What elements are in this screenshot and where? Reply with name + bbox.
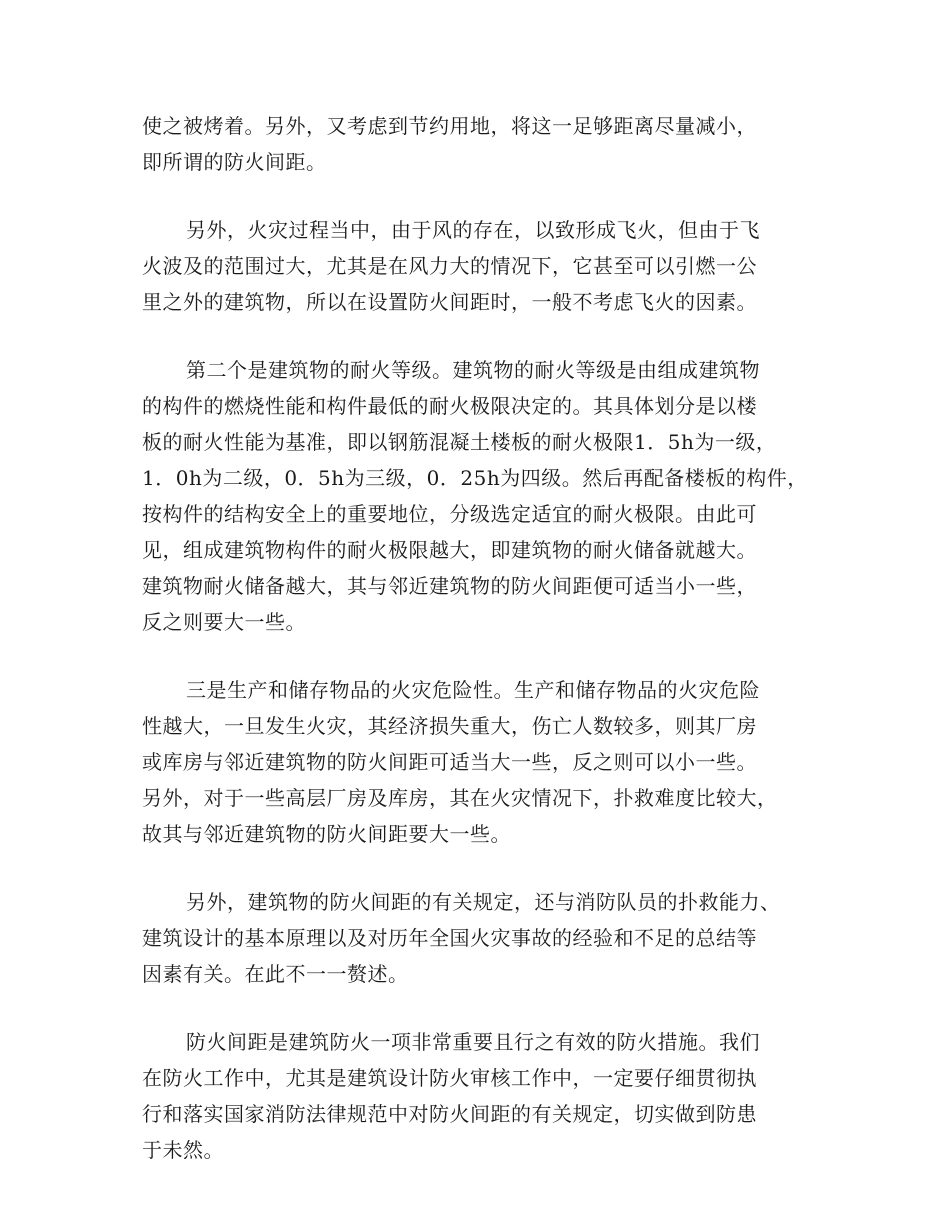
text-line: 故其与邻近建筑物的防火间距要大一些。 bbox=[142, 822, 511, 846]
text-line: 建筑物耐火储备越大，其与邻近建筑物的防火间距便可适当小一些， bbox=[142, 574, 757, 598]
text-line: 使之被烤着。另外，又考虑到节约用地，将这一足够距离尽量减小， bbox=[142, 114, 757, 138]
paragraph-fire-spacing-definition bbox=[142, 108, 832, 180]
paragraph-other-factors bbox=[142, 884, 832, 992]
text-line: 或库房与邻近建筑物的防火间距可适当大一些，反之则可以小一些。 bbox=[142, 750, 757, 774]
text-line: 即所谓的防火间距。 bbox=[142, 150, 327, 174]
text-line: 性越大，一旦发生火灾，其经济损失重大，伤亡人数较多，则其厂房 bbox=[142, 714, 757, 738]
document-body bbox=[142, 108, 832, 1200]
text-line: 见，组成建筑物构件的耐火极限越大，即建筑物的耐火储备就越大。 bbox=[142, 538, 757, 562]
text-line: 建筑设计的基本原理以及对历年全国火灾事故的经验和不足的总结等 bbox=[142, 926, 757, 950]
text-line: 板的耐火性能为基准，即以钢筋混凝土楼板的耐火极限1．5h为一级， bbox=[142, 430, 777, 454]
text-line: 按构件的结构安全上的重要地位，分级选定适宜的耐火极限。由此可 bbox=[142, 502, 757, 526]
text-line: 防火间距是建筑防火一项非常重要且行之有效的防火措施。我们 bbox=[186, 1030, 760, 1054]
text-line: 于未然。 bbox=[142, 1138, 224, 1162]
paragraph-flying-fire bbox=[142, 212, 832, 320]
text-line: 在防火工作中，尤其是建筑设计防火审核工作中，一定要仔细贯彻执 bbox=[142, 1066, 757, 1090]
text-line: 第二个是建筑物的耐火等级。建筑物的耐火等级是由组成建筑物 bbox=[186, 358, 760, 382]
text-line: 反之则要大一些。 bbox=[142, 610, 306, 634]
text-line: 三是生产和储存物品的火灾危险性。生产和储存物品的火灾危险 bbox=[186, 678, 760, 702]
text-line: 火波及的范围过大，尤其是在风力大的情况下，它甚至可以引燃一公 bbox=[142, 254, 757, 278]
text-line: 行和落实国家消防法律规范中对防火间距的有关规定，切实做到防患 bbox=[142, 1102, 757, 1126]
text-line: 另外，建筑物的防火间距的有关规定，还与消防队员的扑救能力、 bbox=[186, 890, 781, 914]
text-line: 另外，对于一些高层厂房及库房，其在火灾情况下，扑救难度比较大， bbox=[142, 786, 778, 810]
text-line: 1．0h为二级，0．5h为三级，0．25h为四级。然后再配备楼板的构件， bbox=[142, 466, 808, 490]
text-line: 另外，火灾过程当中，由于风的存在，以致形成飞火，但由于飞 bbox=[186, 218, 760, 242]
paragraph-fire-hazard-of-goods bbox=[142, 672, 832, 852]
text-line: 因素有关。在此不一一赘述。 bbox=[142, 962, 409, 986]
paragraph-fire-resistance-rating bbox=[142, 352, 832, 640]
text-line: 的构件的燃烧性能和构件最低的耐火极限决定的。其具体划分是以楼 bbox=[142, 394, 757, 418]
text-line: 里之外的建筑物，所以在设置防火间距时，一般不考虑飞火的因素。 bbox=[142, 290, 757, 314]
paragraph-conclusion bbox=[142, 1024, 832, 1168]
